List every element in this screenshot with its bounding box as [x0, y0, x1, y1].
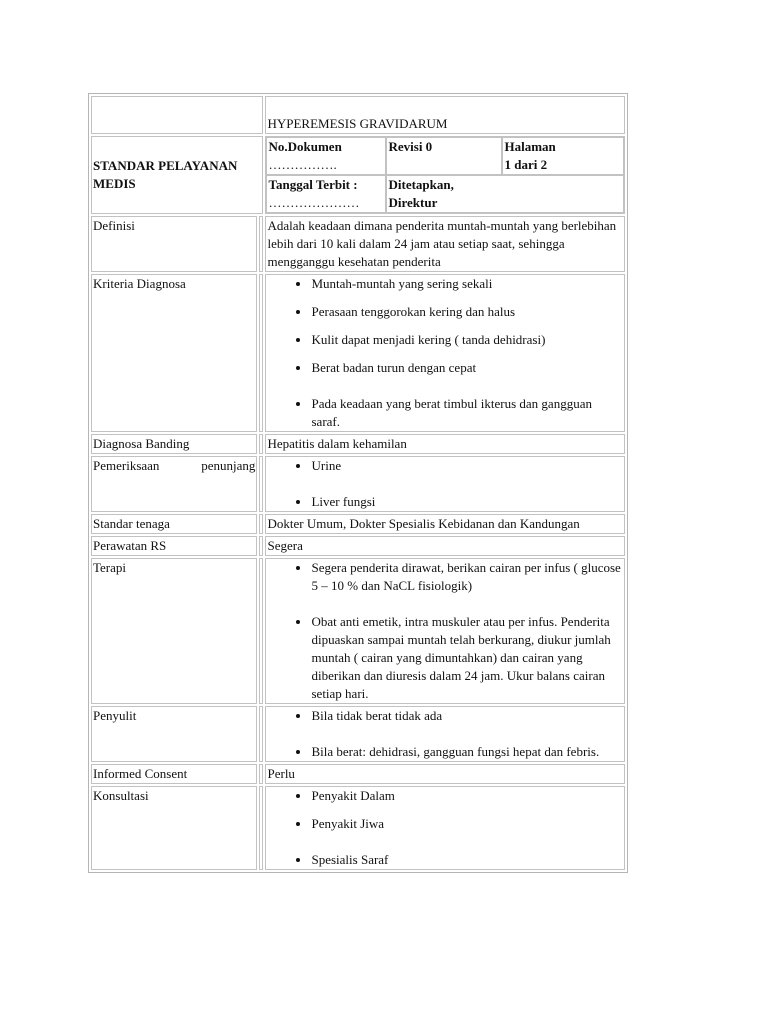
list-item: • Bila tidak berat tidak ada [311, 707, 623, 725]
konsultasi-label: Konsultasi [93, 788, 149, 803]
kriteria-label: Kriteria Diagnosa [93, 276, 186, 291]
tenaga-label: Standar tenaga [93, 516, 170, 531]
list-item: • Spesialis Saraf [311, 851, 623, 869]
sop-table [88, 93, 628, 873]
content-cell [265, 536, 625, 556]
row-kriteria-diagnosa [91, 274, 625, 432]
label-cell [91, 764, 257, 784]
header-blank-cell [91, 96, 263, 134]
separator-cell [259, 786, 263, 870]
pemeriksaan-label [93, 457, 255, 475]
revisi-cell [386, 137, 502, 175]
list-item: • Urine [311, 457, 623, 475]
tenaga-text: Dokter Umum, Dokter Spesialis Kebidanan dan Kandungan [267, 516, 580, 531]
no-dokumen-label: No.Dokumen [268, 139, 342, 154]
document-page [88, 93, 628, 873]
row-pemeriksaan-penunjang [91, 456, 625, 512]
content-cell [265, 514, 625, 534]
standard-label-cell [91, 136, 263, 214]
tanggal-terbit-value: ………………… [268, 195, 360, 210]
list-item: • Bila berat: dehidrasi, gangguan fungsi hepat dan febris. [311, 743, 623, 761]
separator-cell [259, 216, 263, 272]
row-diagnosa-banding [91, 434, 625, 454]
list-item: • Pada keadaan yang berat timbul ikterus dan gangguan saraf. [311, 395, 623, 431]
document-title: HYPEREMESIS GRAVIDARUM [267, 116, 448, 131]
content-cell [265, 456, 625, 512]
row-informed-consent [91, 764, 625, 784]
no-dokumen-cell [266, 137, 386, 175]
definisi-text: Adalah keadaan dimana penderita muntah-muntah yang berlebihan lebih dari 10 kali dalam 24 jam atau setiap saat, sehingga mengganggu kesehatan penderita [267, 218, 617, 269]
list-item: • Penyakit Jiwa [311, 815, 623, 833]
content-cell [265, 434, 625, 454]
separator-cell [259, 536, 263, 556]
row-penyulit [91, 706, 625, 762]
banding-text: Hepatitis dalam kehamilan [267, 436, 407, 451]
label-cell [91, 274, 257, 432]
kriteria-list [267, 275, 623, 431]
terapi-label: Terapi [93, 560, 127, 575]
penyulit-label: Penyulit [93, 708, 137, 723]
list-item: • Kulit dapat menjadi kering ( tanda dehidrasi) [311, 331, 623, 349]
row-definisi [91, 216, 625, 272]
list-item: • Obat anti emetik, intra muskuler atau per infus. Penderita dipuaskan sampai muntah telah berkurang, diukur jumlah muntah ( cairan yang dimuntahkan) dan cairan yang diberikan dan diuresis dalam 24 jam. Ukur balans cairan setiap hari. [311, 613, 623, 703]
list-item: • Segera penderita dirawat, berikan cairan per infus ( glucose 5 – 10 % dan NaCL fisiologik) [311, 559, 623, 595]
standard-label: STANDAR PELAYANAN MEDIS [93, 158, 238, 191]
label-cell [91, 536, 257, 556]
separator-cell [259, 558, 263, 704]
row-standar-tenaga [91, 514, 625, 534]
meta-table [266, 137, 624, 213]
row-konsultasi [91, 786, 625, 870]
tanggal-terbit-label: Tanggal Terbit : [268, 177, 358, 192]
penyulit-list [267, 707, 623, 761]
revisi-label: Revisi 0 [388, 139, 433, 154]
meta-cell [265, 136, 625, 214]
label-cell [91, 514, 257, 534]
halaman-label: Halaman [504, 139, 556, 154]
perawatan-label: Perawatan RS [93, 538, 167, 553]
pemeriksaan-label-b: penunjang [201, 458, 256, 473]
row-perawatan-rs [91, 536, 625, 556]
no-dokumen-value: ……………. [268, 157, 337, 172]
pemeriksaan-list [267, 457, 623, 511]
content-cell [265, 558, 625, 704]
label-cell [91, 786, 257, 870]
separator-cell [259, 456, 263, 512]
content-cell [265, 786, 625, 870]
consent-label: Informed Consent [93, 766, 188, 781]
content-cell [265, 764, 625, 784]
label-cell [91, 456, 257, 512]
halaman-cell [502, 137, 624, 175]
banding-label: Diagnosa Banding [93, 436, 190, 451]
label-cell [91, 558, 257, 704]
perawatan-text: Segera [267, 538, 303, 553]
header-title-row [91, 96, 625, 134]
halaman-value: 1 dari 2 [504, 157, 548, 172]
content-cell [265, 706, 625, 762]
consent-text: Perlu [267, 766, 295, 781]
list-item: • Berat badan turun dengan cepat [311, 359, 623, 377]
terapi-list [267, 559, 623, 703]
separator-cell [259, 434, 263, 454]
list-item: • Muntah-muntah yang sering sekali [311, 275, 623, 293]
direktur-label: Direktur [388, 195, 438, 210]
list-item: • Perasaan tenggorokan kering dan halus [311, 303, 623, 321]
list-item: • Liver fungsi [311, 493, 623, 511]
separator-cell [259, 764, 263, 784]
separator-cell [259, 706, 263, 762]
konsultasi-list [267, 787, 623, 869]
list-item: • Penyakit Dalam [311, 787, 623, 805]
label-cell [91, 706, 257, 762]
content-cell [265, 216, 625, 272]
separator-cell [259, 514, 263, 534]
separator-cell [259, 274, 263, 432]
header-title-cell [265, 96, 625, 134]
definisi-label: Definisi [93, 218, 135, 233]
ditetapkan-cell [386, 175, 624, 213]
ditetapkan-label: Ditetapkan, [388, 177, 454, 192]
row-terapi [91, 558, 625, 704]
label-cell [91, 434, 257, 454]
tanggal-terbit-cell [266, 175, 386, 213]
label-cell [91, 216, 257, 272]
header-meta-row [91, 136, 625, 214]
pemeriksaan-label-a: Pemeriksaan [93, 458, 160, 473]
content-cell [265, 274, 625, 432]
